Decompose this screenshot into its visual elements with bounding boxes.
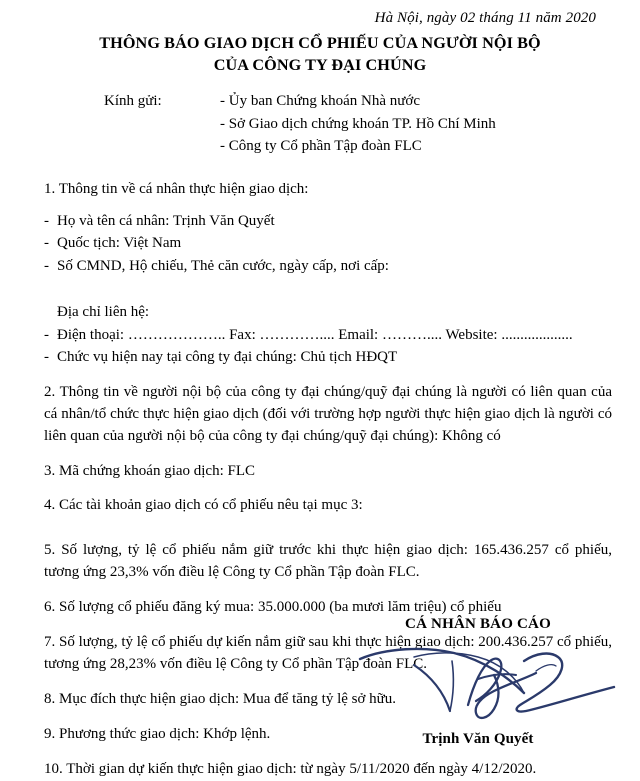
recipients-block	[0, 90, 640, 157]
bullet-text: Điện thoại: ……………….. Fax: ………….... Email: ……….... Website: ...................	[57, 326, 573, 343]
section-6: 6. Số lượng cổ phiếu đăng ký mua: 35.000.000 (ba mươi lăm triệu) cổ phiếu	[44, 599, 502, 616]
section-2: 2. Thông tin về người nội bộ của công ty đại chúng/quỹ đại chúng là người có liên quan của cá nhân/tổ chức thực hiện giao dịch (đối với trường hợp người thực hiện giao dịch là người có liên quan của người nội bộ của công ty đại chúng/quỹ đại chúng): Không có	[44, 383, 612, 444]
bullet-dash-icon: -	[44, 349, 49, 366]
bullet-dash-icon: -	[44, 235, 49, 252]
bullet-full-name	[44, 210, 612, 233]
bullet-text: Quốc tịch: Việt Nam	[57, 235, 182, 252]
bullet-dash-icon: -	[44, 257, 49, 274]
recipient-item: - Sở Giao dịch chứng khoán TP. Hồ Chí Minh	[220, 115, 496, 132]
bullet-dash-icon: -	[44, 326, 49, 343]
signature-block	[352, 616, 604, 748]
handwritten-signature-icon	[328, 635, 628, 725]
signature-title: CÁ NHÂN BÁO CÁO	[405, 616, 551, 632]
signatory-name: Trịnh Văn Quyết	[422, 731, 534, 747]
recipient-item: - Công ty Cổ phần Tập đoàn FLC	[220, 137, 422, 154]
recipient-item: - Ủy ban Chứng khoán Nhà nước	[220, 93, 420, 110]
title-line-2: CỦA CÔNG TY ĐẠI CHÚNG	[213, 56, 427, 75]
signature-canvas	[352, 635, 604, 725]
section-10: 10. Thời gian dự kiến thực hiện giao dịch: từ ngày 5/11/2020 đến ngày 4/12/2020.	[44, 760, 537, 777]
bullet-text: Họ và tên cá nhân: Trịnh Văn Quyết	[57, 212, 275, 229]
section-9: 9. Phương thức giao dịch: Khớp lệnh.	[44, 725, 271, 742]
bullet-text: Số CMND, Hộ chiếu, Thẻ căn cước, ngày cấp, nơi cấp:	[57, 257, 389, 274]
section-8: 8. Mục đích thực hiện giao dịch: Mua để tăng tỷ lệ sở hữu.	[44, 690, 397, 707]
section-7: 7. Số lượng, tỷ lệ cổ phiếu dự kiến nắm giữ sau khi thực hiện giao dịch: 200.436.257 cổ phiếu, tương ứng 28,23% vốn điều lệ Công ty Cổ phần Tập đoàn FLC.	[44, 634, 612, 672]
blank-spacer	[44, 517, 612, 533]
document-title	[0, 32, 640, 77]
section-3: 3. Mã chứng khoán giao dịch: FLC	[44, 462, 256, 479]
section-5: 5. Số lượng, tỷ lệ cổ phiếu nắm giữ trước khi thực hiện giao dịch: 165.436.257 cổ phiếu, tương ứng 23,3% vốn điều lệ Công ty Cổ phần Tập đoàn FLC.	[44, 542, 612, 581]
section-1-bullets	[44, 210, 612, 278]
bullet-id-documents	[44, 255, 612, 278]
dateline: Hà Nội, ngày 02 tháng 11 năm 2020	[374, 10, 596, 26]
recipients-list	[220, 90, 496, 157]
bullet-nationality	[44, 232, 612, 255]
bullet-position	[44, 346, 612, 369]
address-label: Địa chỉ liên hệ:	[57, 304, 150, 321]
blank-spacer	[44, 277, 612, 301]
title-line-1: THÔNG BÁO GIAO DỊCH CỔ PHIẾU CỦA NGƯỜI NỘI BỘ	[99, 33, 541, 52]
section-4: 4. Các tài khoản giao dịch có cổ phiếu nêu tại mục 3:	[44, 497, 363, 514]
section-1-heading: 1. Thông tin về cá nhân thực hiện giao dịch:	[44, 181, 309, 198]
bullet-dash-icon: -	[44, 212, 49, 229]
bullet-text: Chức vụ hiện nay tại công ty đại chúng: Chủ tịch HĐQT	[57, 349, 398, 366]
bullet-contact	[44, 324, 612, 347]
recipients-label: Kính gửi:	[104, 93, 162, 110]
